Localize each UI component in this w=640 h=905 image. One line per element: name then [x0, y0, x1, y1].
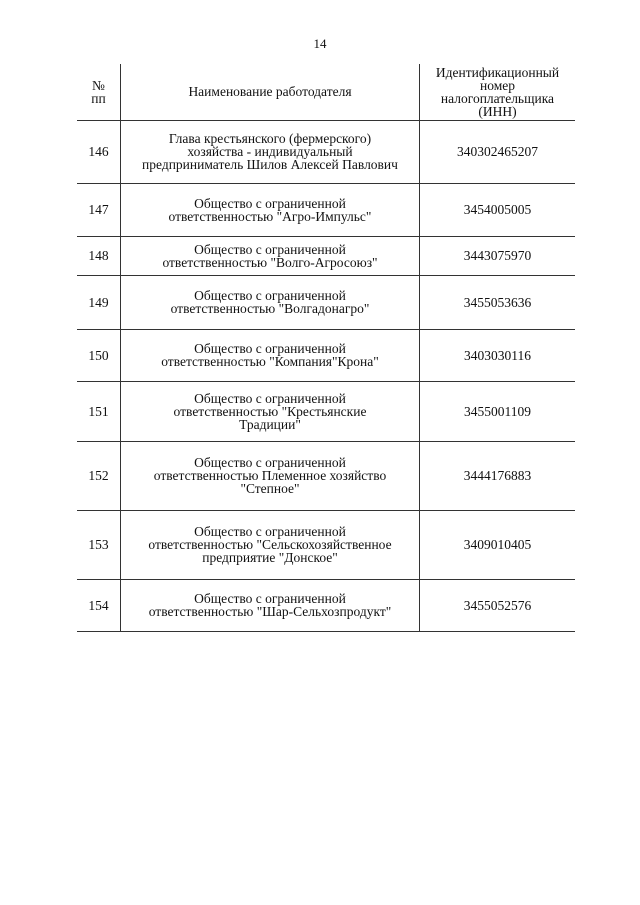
row-employer-name: Общество с ограниченной ответственностью "Волго-Агросоюз": [121, 236, 420, 275]
row-inn: 3455052576: [463, 597, 532, 613]
row-employer-name: Общество с ограниченной ответственностью "Компания"Крона": [121, 329, 420, 381]
row-number: 154: [77, 579, 121, 631]
row-employer-name: Общество с ограниченной ответственностью Племенное хозяйство "Степное": [121, 441, 420, 510]
table-row: [77, 381, 575, 441]
header-number: № пп: [77, 64, 121, 120]
employers-table: [77, 64, 575, 632]
table-row: [77, 510, 575, 579]
table-row: [77, 183, 575, 236]
row-number: 148: [77, 236, 121, 275]
row-number: 150: [77, 329, 121, 381]
row-inn: 3455001109: [464, 403, 531, 419]
row-inn: 3443075970: [463, 248, 532, 263]
row-employer-name: Общество с ограниченной ответственностью "Сельскохозяйственное предприятие "Донское": [121, 510, 420, 579]
row-inn: 3455053636: [463, 294, 532, 310]
row-inn: 3444176883: [463, 468, 532, 483]
row-inn: 340302465207: [457, 144, 538, 159]
page-number: 14: [313, 36, 327, 51]
row-inn: 3454005005: [463, 202, 532, 217]
row-number: 153: [77, 510, 121, 579]
row-inn: 3409010405: [463, 537, 532, 552]
table-row: [77, 329, 575, 381]
table-header-row: [77, 64, 575, 120]
table-row: [77, 236, 575, 275]
row-number: 146: [77, 120, 121, 183]
table-row: [77, 579, 575, 631]
row-employer-name: Общество с ограниченной ответственностью "Волгадонагро": [121, 275, 420, 329]
table-row: [77, 120, 575, 183]
row-inn: 3403030116: [464, 347, 531, 363]
row-number: 151: [77, 381, 121, 441]
row-employer-name: Общество с ограниченной ответственностью "Шар-Сельхозпродукт": [121, 579, 420, 631]
header-inn: Идентификационный номер налогоплательщика (ИНН): [435, 64, 560, 119]
row-number: 152: [77, 441, 121, 510]
header-employer-name: Наименование работодателя: [121, 64, 420, 120]
table-row: [77, 275, 575, 329]
row-employer-name: Глава крестьянского (фермерского) хозяйства - индивидуальный предприниматель Шилов Алексей Павлович: [121, 120, 420, 183]
row-number: 147: [77, 183, 121, 236]
row-employer-name: Общество с ограниченной ответственностью "Агро-Импульс": [121, 183, 420, 236]
table-row: [77, 441, 575, 510]
row-employer-name: Общество с ограниченной ответственностью "Крестьянские Традиции": [121, 381, 420, 441]
row-number: 149: [77, 275, 121, 329]
